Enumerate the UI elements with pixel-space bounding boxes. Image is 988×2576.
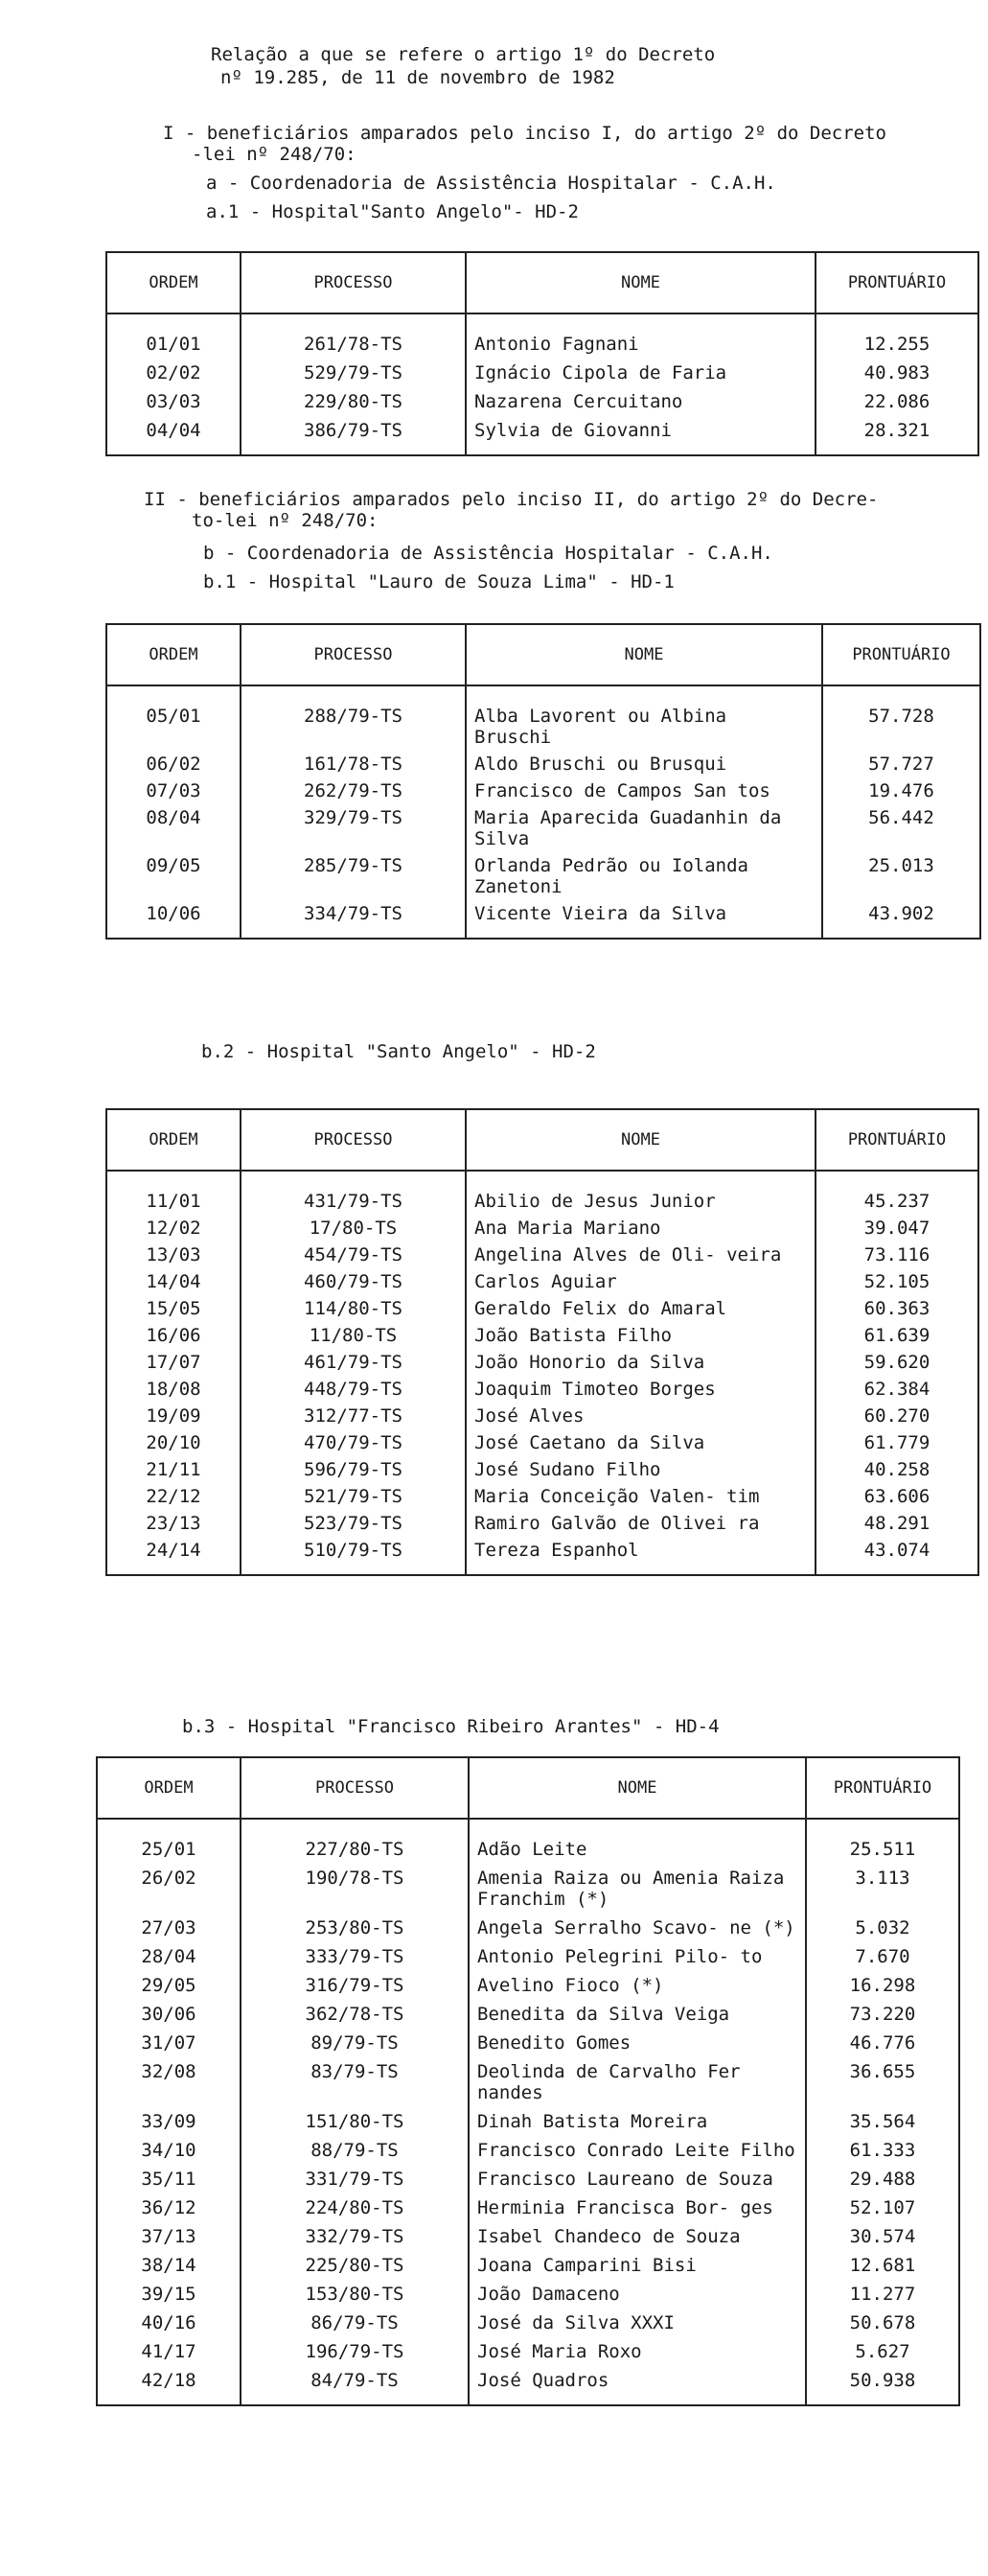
cell-prontuario: 25.013 bbox=[822, 849, 980, 897]
cell-nome: Ana Maria Mariano bbox=[466, 1212, 816, 1239]
cell-nome: Joaquim Timoteo Borges bbox=[466, 1373, 816, 1400]
cell-prontuario: 63.606 bbox=[816, 1480, 978, 1507]
cell-ordem: 14/04 bbox=[106, 1265, 241, 1292]
cell-prontuario: 35.564 bbox=[806, 2103, 959, 2132]
cell-processo: 334/79-TS bbox=[241, 897, 466, 939]
cell-prontuario: 30.574 bbox=[806, 2218, 959, 2247]
cell-processo: 196/79-TS bbox=[241, 2333, 469, 2362]
table-row bbox=[97, 1819, 959, 1860]
col-header-processo: PROCESSO bbox=[241, 1109, 466, 1171]
cell-ordem: 25/01 bbox=[97, 1819, 241, 1860]
cell-ordem: 21/11 bbox=[106, 1453, 241, 1480]
cell-nome: Isabel Chandeco de Souza bbox=[469, 2218, 806, 2247]
cell-processo: 262/79-TS bbox=[241, 775, 466, 801]
cell-nome: Abilio de Jesus Junior bbox=[466, 1171, 816, 1212]
cell-processo: 153/80-TS bbox=[241, 2276, 469, 2305]
cell-ordem: 18/08 bbox=[106, 1373, 241, 1400]
table-row bbox=[106, 1534, 978, 1575]
cell-prontuario: 60.363 bbox=[816, 1292, 978, 1319]
cell-ordem: 13/03 bbox=[106, 1239, 241, 1265]
table-row bbox=[106, 383, 978, 412]
cell-ordem: 40/16 bbox=[97, 2305, 241, 2333]
cell-ordem: 39/15 bbox=[97, 2276, 241, 2305]
cell-ordem: 05/01 bbox=[106, 685, 241, 748]
cell-processo: 454/79-TS bbox=[241, 1239, 466, 1265]
cell-nome: Deolinda de Carvalho Fer nandes bbox=[469, 2054, 806, 2103]
cell-processo: 83/79-TS bbox=[241, 2054, 469, 2103]
table-row bbox=[106, 801, 980, 849]
cell-prontuario: 43.074 bbox=[816, 1534, 978, 1575]
cell-ordem: 38/14 bbox=[97, 2247, 241, 2276]
cell-nome: Carlos Aguiar bbox=[466, 1265, 816, 1292]
cell-ordem: 22/12 bbox=[106, 1480, 241, 1507]
cell-processo: 86/79-TS bbox=[241, 2305, 469, 2333]
table-row bbox=[97, 2247, 959, 2276]
col-header-processo: PROCESSO bbox=[241, 252, 466, 313]
cell-nome: Adão Leite bbox=[469, 1819, 806, 1860]
cell-prontuario: 61.639 bbox=[816, 1319, 978, 1346]
cell-processo: 151/80-TS bbox=[241, 2103, 469, 2132]
cell-ordem: 27/03 bbox=[97, 1910, 241, 1938]
cell-processo: 190/78-TS bbox=[241, 1860, 469, 1910]
cell-nome: José Sudano Filho bbox=[466, 1453, 816, 1480]
cell-ordem: 06/02 bbox=[106, 748, 241, 775]
table-row bbox=[97, 2054, 959, 2103]
cell-prontuario: 62.384 bbox=[816, 1373, 978, 1400]
cell-processo: 332/79-TS bbox=[241, 2218, 469, 2247]
table-row bbox=[106, 1427, 978, 1453]
table-row bbox=[97, 1910, 959, 1938]
section-2-heading-cont: to-lei nº 248/70: bbox=[192, 510, 379, 531]
cell-processo: 510/79-TS bbox=[241, 1534, 466, 1575]
cell-nome: João Batista Filho bbox=[466, 1319, 816, 1346]
cell-processo: 448/79-TS bbox=[241, 1373, 466, 1400]
cell-prontuario: 40.983 bbox=[816, 355, 978, 383]
col-header-prontuario: PRONTUÁRIO bbox=[816, 1109, 978, 1171]
table-row bbox=[106, 849, 980, 897]
table-row bbox=[106, 748, 980, 775]
cell-ordem: 07/03 bbox=[106, 775, 241, 801]
cell-ordem: 42/18 bbox=[97, 2362, 241, 2405]
cell-nome: Benedito Gomes bbox=[469, 2025, 806, 2054]
cell-nome: Angela Serralho Scavo- ne (*) bbox=[469, 1910, 806, 1938]
cell-nome: João Damaceno bbox=[469, 2276, 806, 2305]
table-row bbox=[106, 313, 978, 355]
col-header-nome: NOME bbox=[466, 624, 822, 685]
table-hd2-section-2 bbox=[105, 1108, 979, 1576]
cell-processo: 523/79-TS bbox=[241, 1507, 466, 1534]
col-header-prontuario: PRONTUÁRIO bbox=[816, 252, 978, 313]
cell-nome: Benedita da Silva Veiga bbox=[469, 1996, 806, 2025]
table-row bbox=[106, 1171, 978, 1212]
cell-nome: Francisco Laureano de Souza bbox=[469, 2161, 806, 2190]
cell-prontuario: 19.476 bbox=[822, 775, 980, 801]
cell-processo: 88/79-TS bbox=[241, 2132, 469, 2161]
cell-processo: 362/78-TS bbox=[241, 1996, 469, 2025]
cell-nome: João Honorio da Silva bbox=[466, 1346, 816, 1373]
cell-nome: Aldo Bruschi ou Brusqui bbox=[466, 748, 822, 775]
cell-nome: Herminia Francisca Bor- ges bbox=[469, 2190, 806, 2218]
cell-prontuario: 39.047 bbox=[816, 1212, 978, 1239]
table-row bbox=[106, 775, 980, 801]
cell-processo: 225/80-TS bbox=[241, 2247, 469, 2276]
cell-processo: 288/79-TS bbox=[241, 685, 466, 748]
cell-processo: 316/79-TS bbox=[241, 1967, 469, 1996]
cell-ordem: 15/05 bbox=[106, 1292, 241, 1319]
cell-processo: 227/80-TS bbox=[241, 1819, 469, 1860]
cell-processo: 386/79-TS bbox=[241, 412, 466, 455]
cell-ordem: 01/01 bbox=[106, 313, 241, 355]
cell-nome: Joana Camparini Bisi bbox=[469, 2247, 806, 2276]
table-row bbox=[106, 1292, 978, 1319]
cell-processo: 461/79-TS bbox=[241, 1346, 466, 1373]
cell-ordem: 03/03 bbox=[106, 383, 241, 412]
cell-processo: 11/80-TS bbox=[241, 1319, 466, 1346]
table-row bbox=[97, 2161, 959, 2190]
col-header-ordem: ORDEM bbox=[97, 1757, 241, 1819]
col-header-ordem: ORDEM bbox=[106, 624, 241, 685]
col-header-processo: PROCESSO bbox=[241, 624, 466, 685]
cell-nome: Ramiro Galvão de Olivei ra bbox=[466, 1507, 816, 1534]
table-hd1 bbox=[105, 623, 981, 940]
cell-processo: 431/79-TS bbox=[241, 1171, 466, 1212]
cell-prontuario: 48.291 bbox=[816, 1507, 978, 1534]
table-row bbox=[97, 1860, 959, 1910]
table-row bbox=[106, 355, 978, 383]
cell-nome: Antonio Pelegrini Pilo- to bbox=[469, 1938, 806, 1967]
cell-processo: 224/80-TS bbox=[241, 2190, 469, 2218]
table-row bbox=[106, 1265, 978, 1292]
section-1-heading-cont: -lei nº 248/70: bbox=[192, 144, 356, 165]
sub-b3: b.3 - Hospital "Francisco Ribeiro Arantes" - HD-4 bbox=[182, 1716, 720, 1737]
cell-prontuario: 5.032 bbox=[806, 1910, 959, 1938]
cell-nome: Angelina Alves de Oli- veira bbox=[466, 1239, 816, 1265]
cell-ordem: 24/14 bbox=[106, 1534, 241, 1575]
cell-nome: José da Silva XXXI bbox=[469, 2305, 806, 2333]
table-row bbox=[106, 1319, 978, 1346]
col-header-prontuario: PRONTUÁRIO bbox=[806, 1757, 959, 1819]
cell-prontuario: 60.270 bbox=[816, 1400, 978, 1427]
cell-nome: Nazarena Cercuitano bbox=[466, 383, 816, 412]
cell-ordem: 32/08 bbox=[97, 2054, 241, 2103]
cell-prontuario: 28.321 bbox=[816, 412, 978, 455]
section-2-sub-b: b - Coordenadoria de Assistência Hospitalar - C.A.H. bbox=[203, 543, 773, 564]
cell-ordem: 23/13 bbox=[106, 1507, 241, 1534]
table-row bbox=[106, 1480, 978, 1507]
cell-prontuario: 46.776 bbox=[806, 2025, 959, 2054]
cell-prontuario: 7.670 bbox=[806, 1938, 959, 1967]
cell-ordem: 37/13 bbox=[97, 2218, 241, 2247]
table-row bbox=[106, 1373, 978, 1400]
cell-processo: 229/80-TS bbox=[241, 383, 466, 412]
section-1-sub-a: a - Coordenadoria de Assistência Hospitalar - C.A.H. bbox=[206, 173, 776, 194]
section-2-sub-b1: b.1 - Hospital "Lauro de Souza Lima" - HD-1 bbox=[203, 571, 675, 592]
cell-prontuario: 29.488 bbox=[806, 2161, 959, 2190]
cell-prontuario: 11.277 bbox=[806, 2276, 959, 2305]
col-header-prontuario: PRONTUÁRIO bbox=[822, 624, 980, 685]
cell-prontuario: 12.681 bbox=[806, 2247, 959, 2276]
cell-nome: Francisco de Campos San tos bbox=[466, 775, 822, 801]
cell-processo: 331/79-TS bbox=[241, 2161, 469, 2190]
col-header-ordem: ORDEM bbox=[106, 252, 241, 313]
cell-nome: José Maria Roxo bbox=[469, 2333, 806, 2362]
cell-ordem: 41/17 bbox=[97, 2333, 241, 2362]
cell-prontuario: 50.938 bbox=[806, 2362, 959, 2405]
cell-nome: José Quadros bbox=[469, 2362, 806, 2405]
table-row bbox=[97, 2132, 959, 2161]
cell-ordem: 36/12 bbox=[97, 2190, 241, 2218]
cell-ordem: 28/04 bbox=[97, 1938, 241, 1967]
cell-processo: 596/79-TS bbox=[241, 1453, 466, 1480]
table-row bbox=[106, 412, 978, 455]
cell-ordem: 20/10 bbox=[106, 1427, 241, 1453]
table-row bbox=[97, 2333, 959, 2362]
cell-processo: 161/78-TS bbox=[241, 748, 466, 775]
table-row bbox=[97, 2276, 959, 2305]
cell-prontuario: 45.237 bbox=[816, 1171, 978, 1212]
cell-ordem: 34/10 bbox=[97, 2132, 241, 2161]
cell-processo: 261/78-TS bbox=[241, 313, 466, 355]
cell-prontuario: 56.442 bbox=[822, 801, 980, 849]
table-row bbox=[97, 1967, 959, 1996]
cell-ordem: 19/09 bbox=[106, 1400, 241, 1427]
table-row bbox=[97, 2025, 959, 2054]
table-row bbox=[97, 2218, 959, 2247]
cell-nome: Geraldo Felix do Amaral bbox=[466, 1292, 816, 1319]
cell-ordem: 09/05 bbox=[106, 849, 241, 897]
cell-nome: Alba Lavorent ou Albina Bruschi bbox=[466, 685, 822, 748]
table-hd4 bbox=[96, 1756, 960, 2406]
table-row bbox=[97, 2305, 959, 2333]
cell-nome: Antonio Fagnani bbox=[466, 313, 816, 355]
table-row bbox=[106, 1239, 978, 1265]
cell-nome: Maria Conceição Valen- tim bbox=[466, 1480, 816, 1507]
cell-ordem: 29/05 bbox=[97, 1967, 241, 1996]
cell-nome: Francisco Conrado Leite Filho bbox=[469, 2132, 806, 2161]
cell-ordem: 26/02 bbox=[97, 1860, 241, 1910]
cell-ordem: 16/06 bbox=[106, 1319, 241, 1346]
cell-prontuario: 57.727 bbox=[822, 748, 980, 775]
cell-ordem: 33/09 bbox=[97, 2103, 241, 2132]
table-row bbox=[106, 1346, 978, 1373]
cell-prontuario: 61.333 bbox=[806, 2132, 959, 2161]
table-row bbox=[97, 2362, 959, 2405]
cell-prontuario: 52.107 bbox=[806, 2190, 959, 2218]
table-row bbox=[106, 1453, 978, 1480]
cell-processo: 329/79-TS bbox=[241, 801, 466, 849]
cell-processo: 285/79-TS bbox=[241, 849, 466, 897]
cell-prontuario: 59.620 bbox=[816, 1346, 978, 1373]
cell-processo: 84/79-TS bbox=[241, 2362, 469, 2405]
cell-ordem: 17/07 bbox=[106, 1346, 241, 1373]
table-row bbox=[97, 1938, 959, 1967]
cell-ordem: 02/02 bbox=[106, 355, 241, 383]
col-header-nome: NOME bbox=[466, 1109, 816, 1171]
cell-nome: Orlanda Pedrão ou Iolanda Zanetoni bbox=[466, 849, 822, 897]
cell-processo: 521/79-TS bbox=[241, 1480, 466, 1507]
cell-processo: 460/79-TS bbox=[241, 1265, 466, 1292]
cell-ordem: 11/01 bbox=[106, 1171, 241, 1212]
col-header-ordem: ORDEM bbox=[106, 1109, 241, 1171]
cell-processo: 312/77-TS bbox=[241, 1400, 466, 1427]
cell-ordem: 12/02 bbox=[106, 1212, 241, 1239]
cell-ordem: 31/07 bbox=[97, 2025, 241, 2054]
cell-prontuario: 5.627 bbox=[806, 2333, 959, 2362]
cell-nome: Sylvia de Giovanni bbox=[466, 412, 816, 455]
cell-processo: 114/80-TS bbox=[241, 1292, 466, 1319]
section-1-heading: I - beneficiários amparados pelo inciso I, do artigo 2º do Decreto bbox=[163, 123, 886, 144]
table-row bbox=[97, 1996, 959, 2025]
cell-prontuario: 50.678 bbox=[806, 2305, 959, 2333]
table-row bbox=[97, 2190, 959, 2218]
cell-nome: Amenia Raiza ou Amenia Raiza Franchim (*) bbox=[469, 1860, 806, 1910]
intro-line-1: Relação a que se refere o artigo 1º do Decreto bbox=[211, 44, 716, 65]
table-row bbox=[106, 1400, 978, 1427]
table-row bbox=[106, 1212, 978, 1239]
cell-prontuario: 61.779 bbox=[816, 1427, 978, 1453]
table-row bbox=[106, 1507, 978, 1534]
cell-nome: Maria Aparecida Guadanhin da Silva bbox=[466, 801, 822, 849]
sub-b2: b.2 - Hospital "Santo Angelo" - HD-2 bbox=[201, 1041, 596, 1062]
cell-processo: 333/79-TS bbox=[241, 1938, 469, 1967]
cell-processo: 253/80-TS bbox=[241, 1910, 469, 1938]
cell-prontuario: 52.105 bbox=[816, 1265, 978, 1292]
cell-nome: Dinah Batista Moreira bbox=[469, 2103, 806, 2132]
col-header-nome: NOME bbox=[466, 252, 816, 313]
cell-ordem: 08/04 bbox=[106, 801, 241, 849]
cell-prontuario: 43.902 bbox=[822, 897, 980, 939]
cell-nome: Ignácio Cipola de Faria bbox=[466, 355, 816, 383]
col-header-nome: NOME bbox=[469, 1757, 806, 1819]
table-hd2-section-1 bbox=[105, 251, 979, 456]
cell-ordem: 30/06 bbox=[97, 1996, 241, 2025]
cell-ordem: 04/04 bbox=[106, 412, 241, 455]
table-row bbox=[106, 685, 980, 748]
cell-prontuario: 16.298 bbox=[806, 1967, 959, 1996]
table-row bbox=[106, 897, 980, 939]
col-header-processo: PROCESSO bbox=[241, 1757, 469, 1819]
table-row bbox=[97, 2103, 959, 2132]
cell-ordem: 35/11 bbox=[97, 2161, 241, 2190]
cell-processo: 529/79-TS bbox=[241, 355, 466, 383]
cell-prontuario: 73.116 bbox=[816, 1239, 978, 1265]
cell-prontuario: 36.655 bbox=[806, 2054, 959, 2103]
cell-prontuario: 22.086 bbox=[816, 383, 978, 412]
section-2-heading: II - beneficiários amparados pelo inciso II, do artigo 2º do Decre- bbox=[144, 489, 879, 510]
cell-processo: 89/79-TS bbox=[241, 2025, 469, 2054]
cell-nome: Tereza Espanhol bbox=[466, 1534, 816, 1575]
cell-prontuario: 25.511 bbox=[806, 1819, 959, 1860]
cell-prontuario: 73.220 bbox=[806, 1996, 959, 2025]
cell-nome: Avelino Fioco (*) bbox=[469, 1967, 806, 1996]
cell-processo: 17/80-TS bbox=[241, 1212, 466, 1239]
cell-nome: José Caetano da Silva bbox=[466, 1427, 816, 1453]
cell-processo: 470/79-TS bbox=[241, 1427, 466, 1453]
cell-nome: Vicente Vieira da Silva bbox=[466, 897, 822, 939]
cell-ordem: 10/06 bbox=[106, 897, 241, 939]
cell-prontuario: 3.113 bbox=[806, 1860, 959, 1910]
cell-prontuario: 12.255 bbox=[816, 313, 978, 355]
section-1-sub-a1: a.1 - Hospital"Santo Angelo"- HD-2 bbox=[206, 201, 579, 222]
cell-prontuario: 40.258 bbox=[816, 1453, 978, 1480]
cell-prontuario: 57.728 bbox=[822, 685, 980, 748]
cell-nome: José Alves bbox=[466, 1400, 816, 1427]
intro-line-2: nº 19.285, de 11 de novembro de 1982 bbox=[220, 67, 615, 88]
